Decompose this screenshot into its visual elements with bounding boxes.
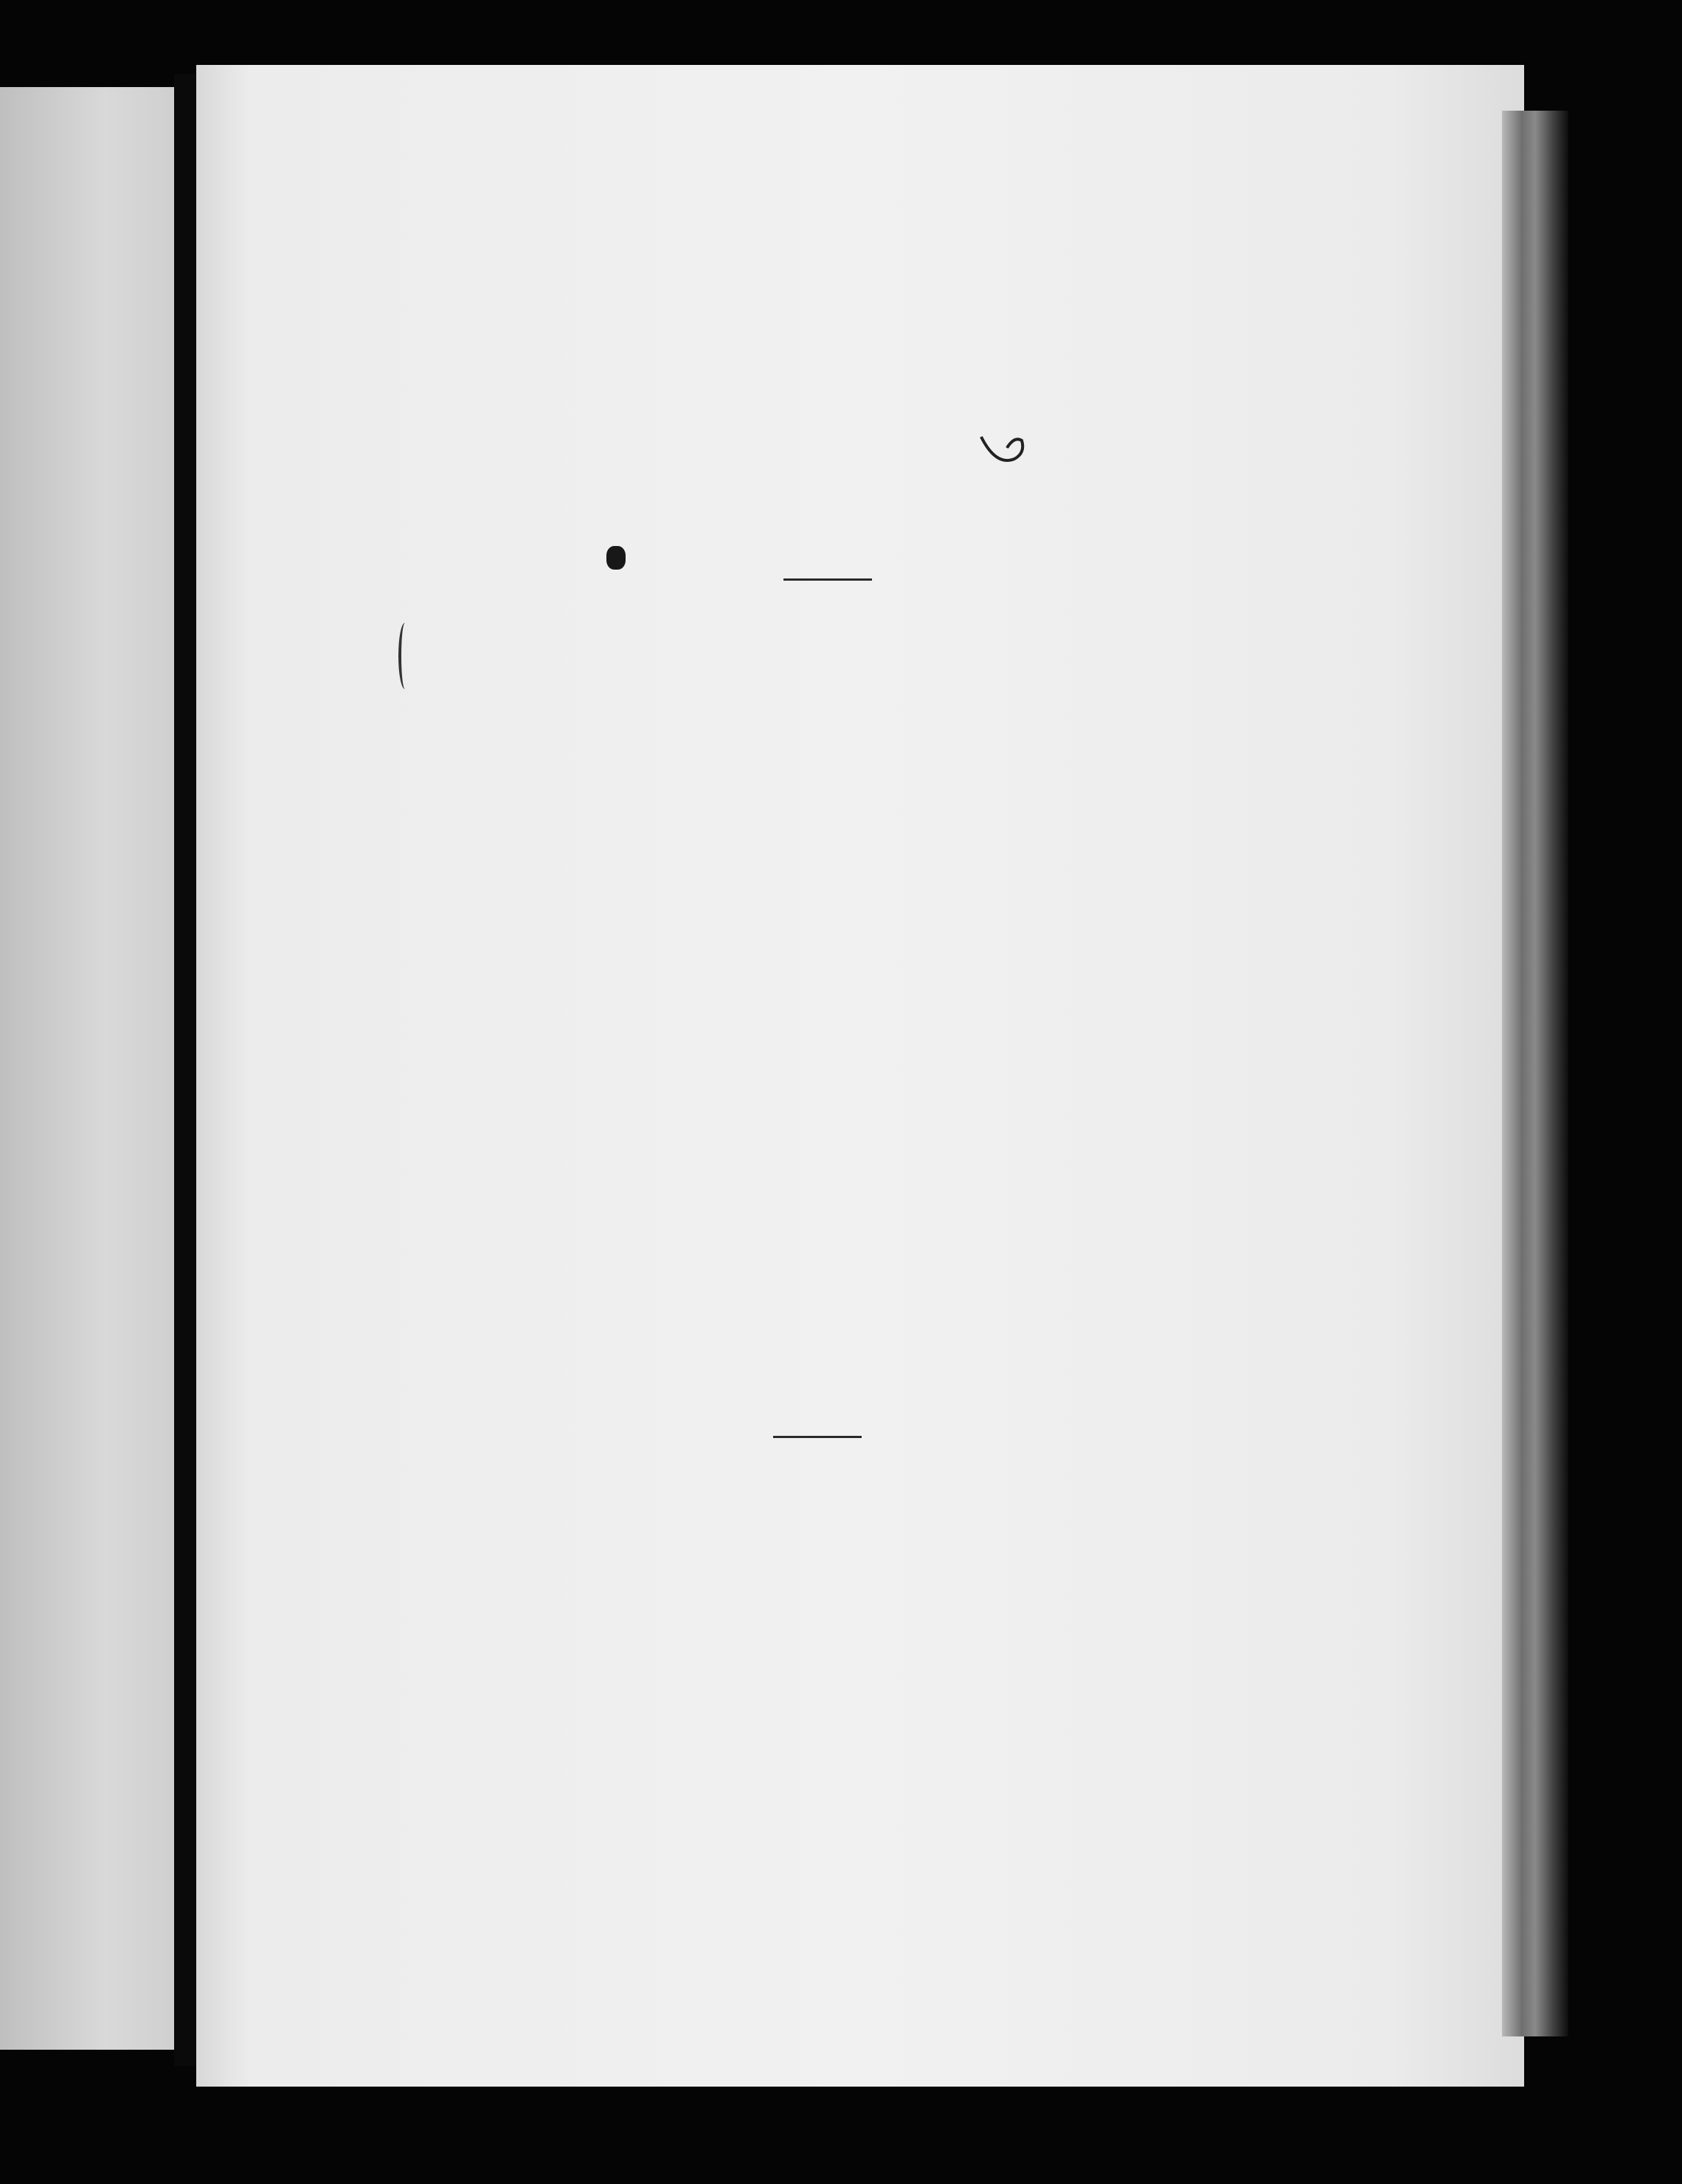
book-page (196, 65, 1524, 2087)
book-gutter (174, 74, 196, 2066)
section-divider (773, 1436, 862, 1438)
bracket-mark (398, 623, 412, 689)
ink-blot (606, 546, 626, 570)
page-stack-edge (1502, 111, 1568, 2036)
pen-mark (974, 429, 1040, 474)
facing-page-edge (0, 87, 177, 2050)
section-divider (783, 578, 872, 581)
